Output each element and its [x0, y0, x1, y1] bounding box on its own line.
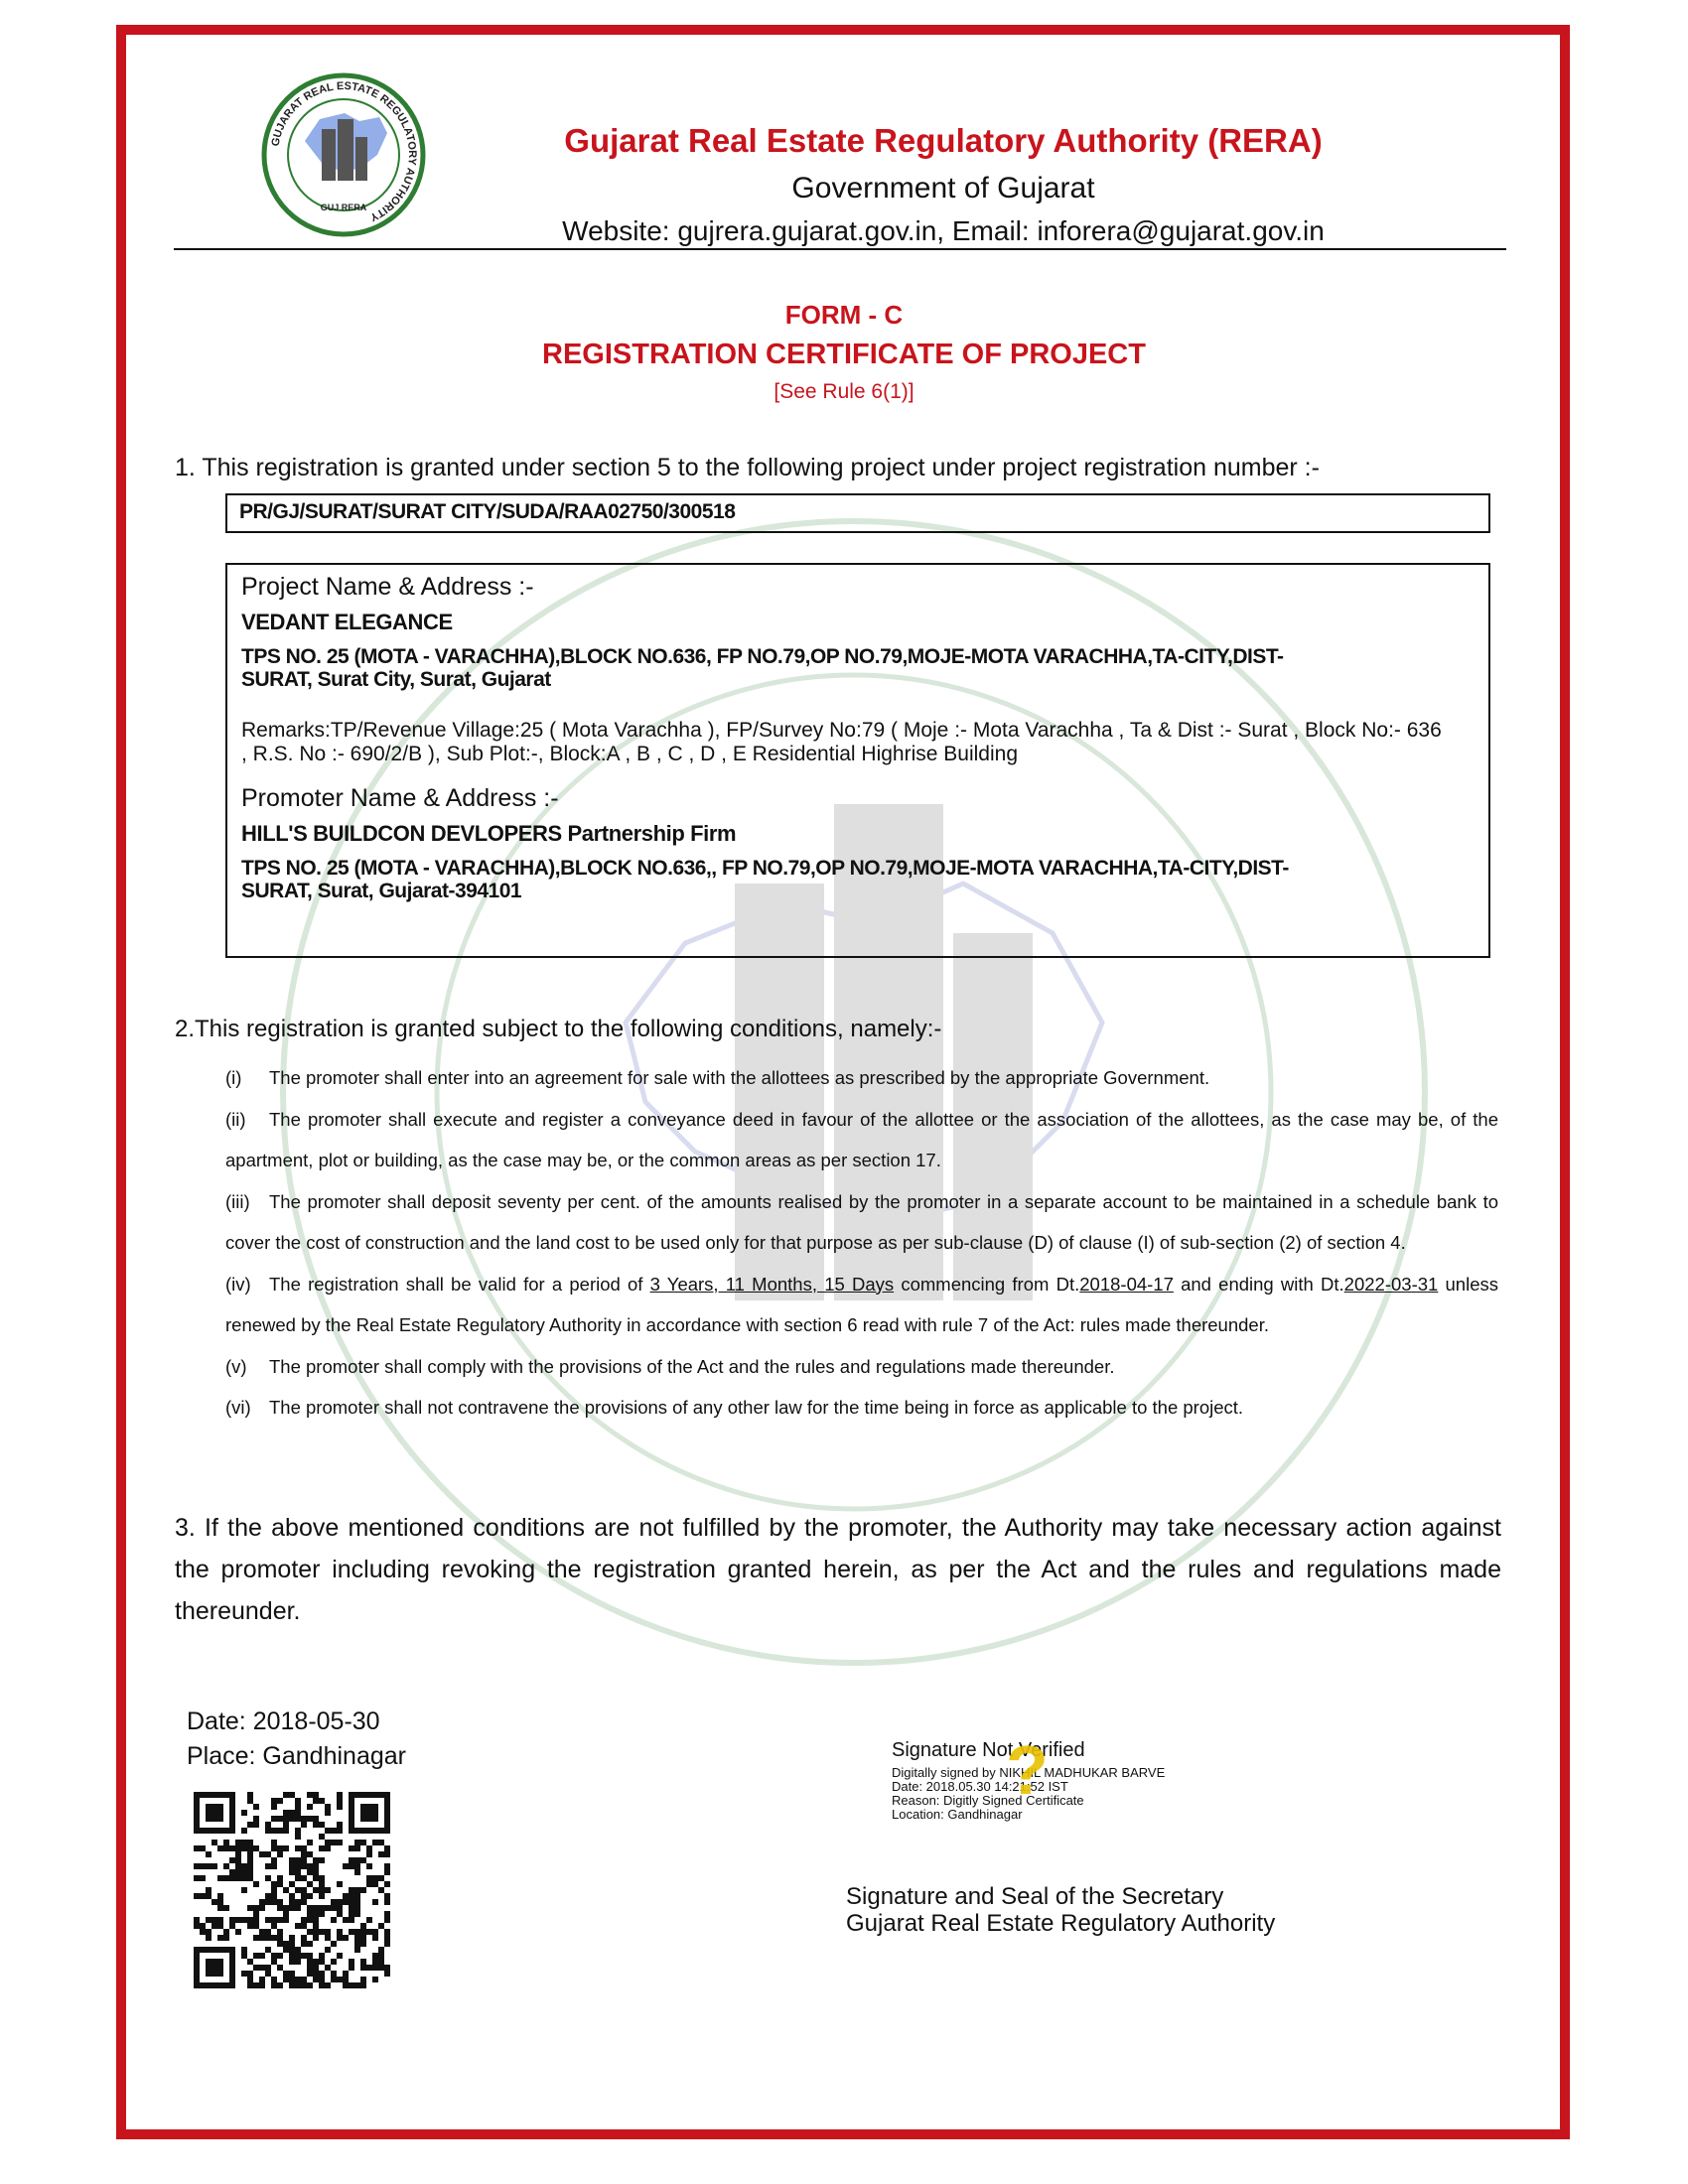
condition-item [225, 1057, 1498, 1099]
issue-place: Place: Gandhinagar [187, 1742, 406, 1770]
digital-signature-block [892, 1731, 1219, 1822]
section1-intro: 1. This registration is granted under section 5 to the following project under project registration number :- [175, 454, 1320, 481]
condition-text: The promoter shall enter into an agreement for sale with the allottees as prescribed by the appropriate Government. [269, 1067, 1210, 1088]
condition-item [225, 1346, 1498, 1388]
form-label: FORM - C [784, 300, 904, 330]
project-address: TPS NO. 25 (MOTA - VARACHHA),BLOCK NO.636, FP NO.79,OP NO.79,MOJE-MOTA VARACHHA,TA-CITY,DIST-SURAT, Surat City, Surat, Gujarat [241, 645, 1284, 691]
condition-text: The promoter shall deposit seventy per cent. of the amounts realised by the promoter in a separate account to be maintained in a schedule bank to cover the cost of construction and the land cost to be used only for that purpose as per sub-clause (D) of clause (I) of sub-section (2) of section 4. [225, 1190, 1498, 1253]
condition-number: (iv) [225, 1273, 251, 1295]
registration-number-box [225, 493, 1490, 533]
certificate-title: REGISTRATION CERTIFICATE OF PROJECT [542, 339, 1146, 370]
project-remarks: Remarks:TP/Revenue Village:25 ( Mota Varachha ), FP/Survey No:79 ( Moje :- Mota Varachha , Ta & Dist :- Surat , Block No:- 636 , R.S. No :- 690/2/B ), Sub Plot:-, Block:A , B , C , D , E Residential Highrise Building [241, 719, 1442, 765]
promoter-address: TPS NO. 25 (MOTA - VARACHHA),BLOCK NO.636,, FP NO.79,OP NO.79,MOJE-MOTA VARACHHA,TA-CITY,DIST-SURAT, Surat, Gujarat-394101 [241, 857, 1289, 902]
government-line: Government of Gujarat [791, 172, 1095, 205]
condition-number: (vi) [225, 1397, 251, 1418]
signature-status: Signature Not Verified [892, 1739, 1085, 1761]
condition-number: (ii) [225, 1108, 246, 1130]
promoter-name: HILL'S BUILDCON DEVLOPERS Partnership Firm [241, 821, 737, 846]
qr-code [194, 1792, 390, 1988]
validity-period: 3 Years, 11 Months, 15 Days [649, 1273, 895, 1295]
condition-item: (iv) The registration shall be valid for a period of 3 Years, 11 Months, 15 Days commencing from Dt.2018-04-17 and ending with Dt.2022-03-31 unless renewed by the Real Estate Regulatory Authority in accordance with section 6 read with rule 7 of the Act: rules made thereunder. [225, 1264, 1498, 1346]
project-details-box [225, 563, 1490, 958]
condition-text: The promoter shall comply with the provisions of the Act and the rules and regulations made thereunder. [269, 1355, 1115, 1377]
website-email-line: Website: gujrera.gujarat.gov.in, Email: inforera@gujarat.gov.in [562, 215, 1325, 246]
condition-item [225, 1099, 1498, 1181]
rule-reference: [See Rule 6(1)] [774, 380, 914, 403]
condition-number: (iii) [225, 1190, 250, 1212]
conditions-list [225, 1057, 1498, 1429]
signature-details: Digitally signed by NIKHIL MADHUKAR BARVE Date: 2018.05.30 14:21:52 IST Reason: Digitly Signed Certificate Location: Gandhinagar [892, 1765, 1166, 1822]
header-divider [174, 248, 1506, 250]
org-title: Gujarat Real Estate Regulatory Authority (RERA) [564, 122, 1323, 159]
condition-item [225, 1181, 1498, 1264]
start-date: 2018-04-17 [1079, 1273, 1174, 1295]
registration-number: PR/GJ/SURAT/SURAT CITY/SUDA/RAA02750/300518 [239, 500, 736, 523]
date-place-block [187, 1705, 406, 1774]
project-name: VEDANT ELEGANCE [241, 610, 453, 634]
condition-text: The registration shall be valid for a period of [269, 1273, 650, 1295]
condition-item [225, 1387, 1498, 1429]
section3-text: 3. If the above mentioned conditions are not fulfilled by the promoter, the Authority may take necessary action against the promoter including revoking the registration granted herein, as per the Act and the rules and regulations made thereunder. [175, 1514, 1501, 1625]
logo-ring-text: GUJARAT REAL ESTATE REGULATORY AUTHORITY [269, 79, 419, 223]
end-date: 2022-03-31 [1343, 1273, 1439, 1295]
condition-text: The promoter shall execute and register a conveyance deed in favour of the allottee or the association of the allottees, as the case may be, of the apartment, plot or building, as the case may be, or the common areas as per section 17. [225, 1108, 1498, 1170]
condition-number: (i) [225, 1067, 242, 1088]
promoter-label: Promoter Name & Address :- [241, 784, 559, 812]
issue-date: Date: 2018-05-30 [187, 1707, 380, 1735]
condition-number: (v) [225, 1355, 247, 1377]
seal-line-2: Gujarat Real Estate Regulatory Authority [846, 1910, 1276, 1937]
section2-intro: 2.This registration is granted subject to the following conditions, namely:- [175, 1016, 942, 1042]
signature-status-icon: ? [1006, 1731, 1049, 1809]
secretary-seal-caption [846, 1883, 1275, 1937]
condition-text: The promoter shall not contravene the provisions of any other law for the time being in force as applicable to the project. [269, 1397, 1244, 1418]
logo-bottom-text: GUJ RERA [320, 203, 367, 212]
seal-line-1: Signature and Seal of the Secretary [846, 1883, 1224, 1910]
project-label: Project Name & Address :- [241, 573, 534, 601]
